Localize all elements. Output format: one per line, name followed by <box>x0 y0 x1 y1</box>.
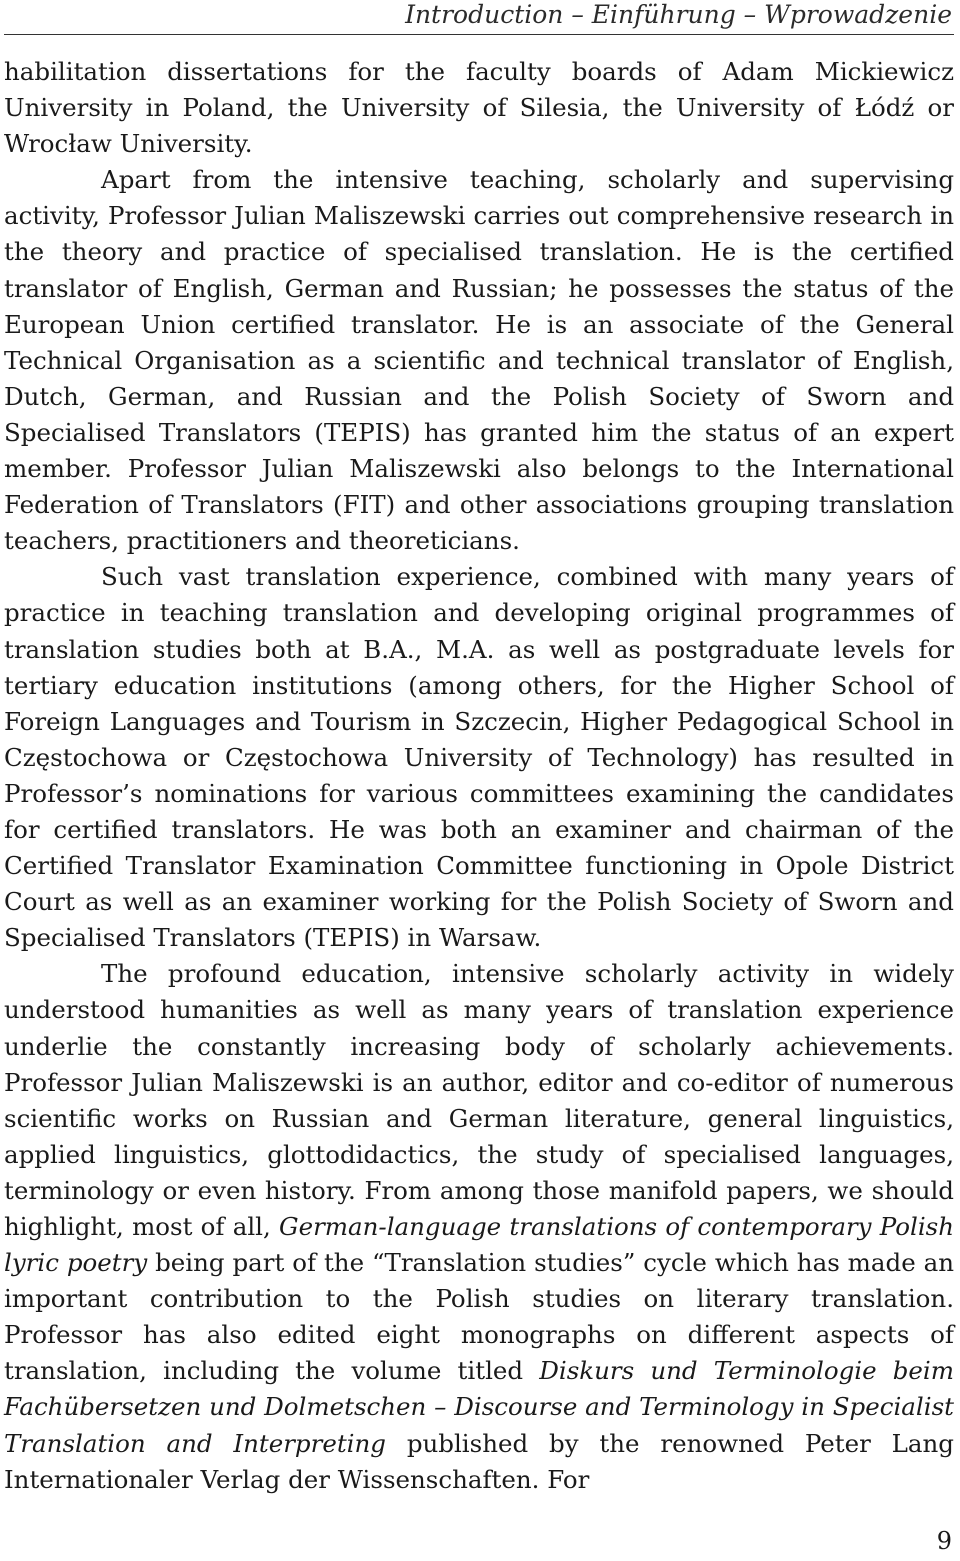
text-segment: Apart from the intensive teaching, scholarly and supervising activity, Professor Julian Maliszewski carries out comprehensive research in the theory and practice of specialised translation. He is the certified translator of English, German and Russian; he possesses the status of the European Union certified translator. He is an associate of the General Technical Organisation as a scientific and technical translator of English, Dutch, German, and Russian and the Polish Society of Sworn and Specialised Translators (TEPIS) has granted him the status of an expert member. Professor Julian Maliszewski also belongs to the International Federation of Translators (FIT) and other associations grouping translation teachers, practitioners and theoreticians. <box>4 165 954 556</box>
running-head: Introduction – Einführung – Wprowadzenie <box>405 0 952 29</box>
paragraph-4 <box>4 956 954 1497</box>
page-number: 9 <box>936 1527 952 1555</box>
paragraph-2 <box>4 162 954 559</box>
header-rule <box>4 34 954 35</box>
paragraph-1 <box>4 54 954 162</box>
italic-title: Diskurs und Terminologie beim Fachübersetzen und Dolmetschen – Discourse and Terminology in Specialist Translation and Interpreting <box>4 1356 955 1458</box>
italic-title: German-language translations of contemporary Polish lyric poetry <box>4 1212 955 1278</box>
body-text <box>4 54 954 1498</box>
text-segment: Such vast translation experience, combined with many years of practice in teaching translation and developing original programmes of translation studies both at B.A., M.A. as well as postgraduate levels for tertiary education institutions (among others, for the Higher School of Foreign Languages and Tourism in Szczecin, Higher Pedagogical School in Częstochowa or Częstochowa University of Technology) has resulted in Professor’s nominations for various committees examining the candidates for certified translators. He was both an examiner and chairman of the Certified Translator Examination Committee functioning in Opole District Court as well as an examiner working for the Polish Society of Sworn and Specialised Translators (TEPIS) in Warsaw. <box>4 562 954 953</box>
text-segment: being part of the “Translation studies” cycle which has made an important contribution to the Polish studies on literary translation. Professor has also edited eight monographs on different aspects of translation, including the volume titled <box>4 1248 954 1386</box>
paragraph-3 <box>4 559 954 956</box>
text-segment: published by the renowned Peter Lang Internationaler Verlag der Wissenschaften. For <box>4 1428 954 1494</box>
text-segment: habilitation dissertations for the faculty boards of Adam Mickiewicz University in Poland, the University of Silesia, the University of Łódź or Wrocław University. <box>4 57 954 159</box>
text-segment: The profound education, intensive scholarly activity in widely understood humanities as well as many years of translation experience underlie the constantly increasing body of scholarly achievements. Professor Julian Maliszewski is an author, editor and co-editor of numerous scientific works on Russian and German literature, general linguistics, applied linguistics, glottodidactics, the study of specialised languages, terminology or even history. From among those manifold papers, we should highlight, most of all, <box>4 959 954 1241</box>
